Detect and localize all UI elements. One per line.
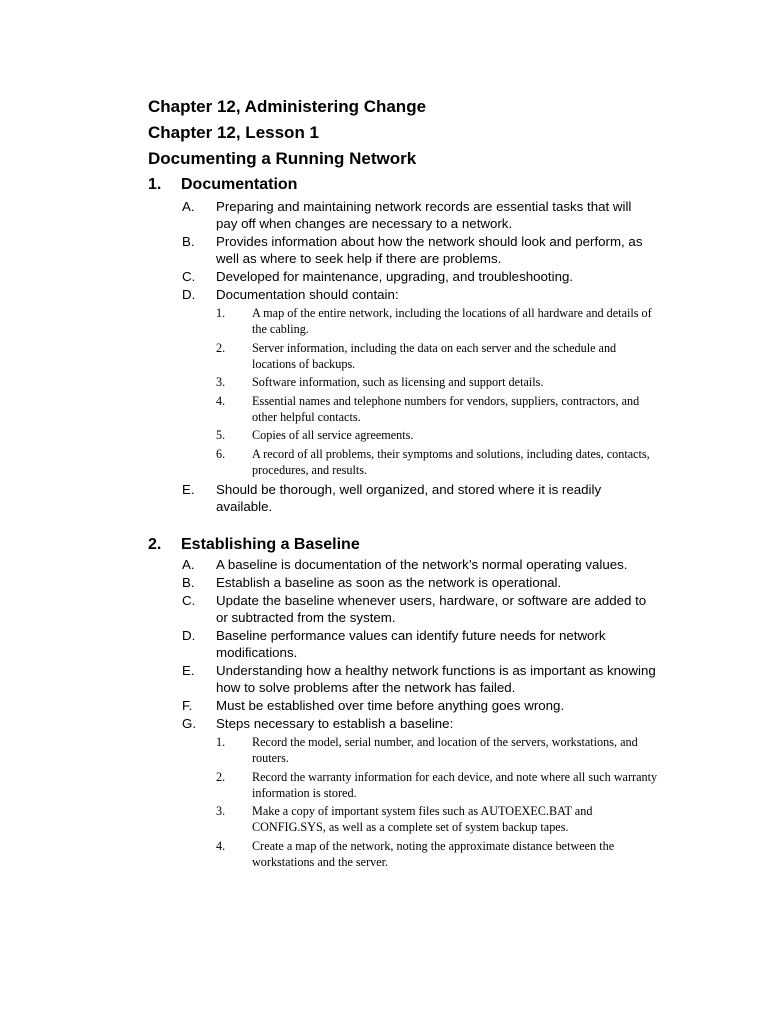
sub-item-text: Server information, including the data on each server and the schedule and locations of backups. (252, 340, 617, 371)
list-item (148, 715, 668, 870)
sub-item-number: 3. (216, 804, 226, 819)
sub-item-number: 1. (216, 735, 226, 749)
section-heading (148, 535, 668, 555)
item-letter: B. (182, 234, 195, 249)
item-letter: C. (182, 269, 196, 284)
list-item (148, 556, 668, 573)
section-number: 2. (148, 536, 162, 553)
list-item (148, 481, 668, 515)
item-text: Provides information about how the network should look and perform, as well as where to seek help if there are problems. (216, 234, 643, 266)
item-letter: A. (182, 199, 195, 214)
sub-list-item (216, 427, 668, 443)
list-item (148, 574, 668, 591)
sub-item-text: A map of the entire network, including the locations of all hardware and details of the cabling. (252, 306, 652, 336)
section-establishing-baseline (148, 535, 668, 872)
item-text: A baseline is documentation of the network’s normal operating values. (216, 557, 628, 572)
sub-item-text: Essential names and telephone numbers for vendors, suppliers, contractors, and other helpful contacts. (252, 393, 640, 424)
item-text: Must be established over time before anything goes wrong. (216, 698, 565, 713)
item-letter: D. (182, 628, 196, 643)
section-number: 1. (148, 176, 162, 193)
list-item (148, 662, 668, 696)
list-item (148, 697, 668, 714)
sub-list-item (216, 374, 668, 390)
sub-list-item (216, 446, 668, 478)
item-letter: E. (182, 481, 195, 497)
item-text: Baseline performance values can identify future needs for network modifications. (216, 628, 606, 660)
sub-item-number: 6. (216, 446, 226, 461)
sub-list-item (216, 803, 668, 835)
list-item (148, 592, 668, 626)
item-text: Developed for maintenance, upgrading, and troubleshooting. (216, 269, 574, 284)
sub-list-item (216, 734, 668, 766)
sub-list (216, 734, 668, 870)
item-letter: D. (182, 287, 196, 302)
sub-item-text: Create a map of the network, noting the approximate distance between the workstations and the server. (252, 838, 615, 869)
item-list (148, 198, 668, 515)
item-text: Update the baseline whenever users, hardware, or software are added to or subtracted from the system. (216, 593, 647, 625)
sub-list-item (216, 393, 668, 425)
item-letter: G. (182, 716, 197, 731)
sub-item-number: 5. (216, 428, 226, 443)
item-letter: B. (182, 575, 195, 590)
sub-item-number: 4. (216, 838, 226, 853)
lesson-topic-title: Documenting a Running Network (148, 149, 417, 168)
list-item (148, 268, 668, 285)
section-documentation (148, 175, 668, 516)
list-item (148, 627, 668, 661)
sub-item-text: Record the model, serial number, and location of the servers, workstations, and routers. (252, 735, 638, 765)
chapter-title: Chapter 12, Administering Change (148, 97, 427, 116)
sub-list-item (216, 305, 668, 337)
item-letter: C. (182, 593, 196, 608)
item-letter: A. (182, 557, 195, 572)
sub-item-text: Software information, such as licensing and support details. (252, 375, 544, 390)
sub-item-text: Copies of all service agreements. (252, 428, 414, 443)
sub-item-text: Record the warranty information for each device, and note where all such warranty information is stored. (252, 769, 658, 800)
sub-item-number: 2. (216, 340, 226, 355)
sub-item-text: Make a copy of important system files such as AUTOEXEC.BAT and CONFIG.SYS, as well as a complete set of system backup tapes. (252, 804, 593, 835)
list-item (148, 198, 668, 232)
item-text: Steps necessary to establish a baseline: (216, 716, 454, 731)
sub-item-text: A record of all problems, their symptoms and solutions, including dates, contacts, procedures, and results. (252, 446, 650, 477)
item-list (148, 556, 668, 870)
lesson-title: Chapter 12, Lesson 1 (148, 123, 320, 142)
sub-item-number: 4. (216, 393, 226, 408)
section-title: Establishing a Baseline (181, 536, 360, 553)
item-letter: F. (182, 698, 193, 713)
item-text: Documentation should contain: (216, 287, 399, 302)
sub-list (216, 305, 668, 478)
sub-item-number: 2. (216, 769, 226, 784)
section-heading (148, 175, 668, 195)
list-item (148, 233, 668, 267)
section-title: Documentation (181, 176, 298, 193)
sub-item-number: 1. (216, 306, 226, 320)
item-letter: E. (182, 663, 195, 678)
item-text: Preparing and maintaining network records are essential tasks that will pay off when changes are necessary to a network. (216, 199, 632, 231)
item-text: Understanding how a healthy network functions is as important as knowing how to solve problems after the network has failed. (216, 663, 656, 695)
list-item (148, 286, 668, 478)
sub-item-number: 3. (216, 375, 226, 390)
sub-list-item (216, 769, 668, 801)
item-text: Establish a baseline as soon as the network is operational. (216, 575, 562, 590)
sub-list-item (216, 340, 668, 372)
item-text: Should be thorough, well organized, and stored where it is readily available. (216, 481, 602, 514)
sub-list-item (216, 838, 668, 870)
